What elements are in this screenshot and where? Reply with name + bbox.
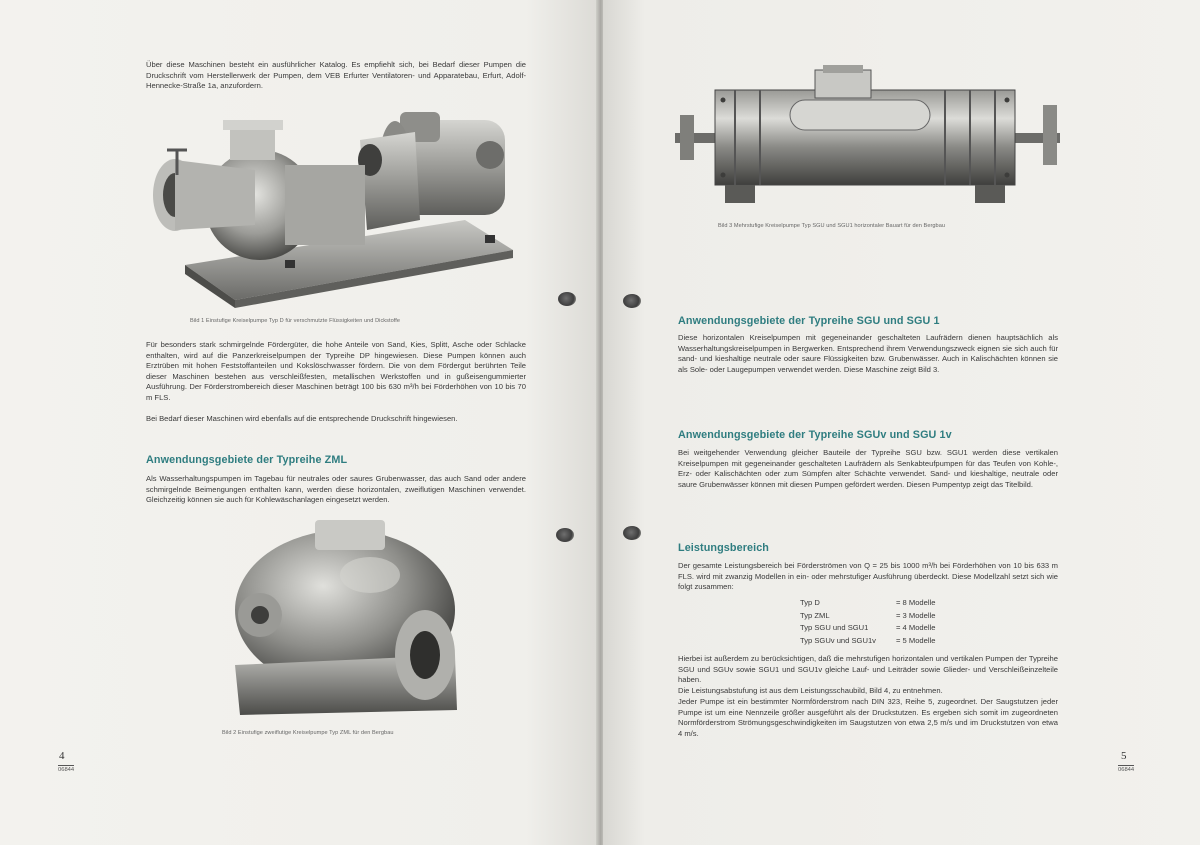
paragraph-final-1: Hierbei ist außerdem zu berücksichtigen, daß die mehrstufigen horizontalen und vertikalen Pumpen der Typreihe SGU und SGUv sowie SGU1 und SGU1v gleiche Lauf- und Leiträder sowie Glieder- und Verschleißeinzelteile haben.	[678, 654, 1058, 685]
intro-paragraph: Über diese Maschinen besteht ein ausführlicher Katalog. Es empfiehlt sich, bei Bedarf dieser Pumpen die Druckschrift vom Herstellerwerk der Pumpen, dem VEB Erfurter Ventilatoren- und Apparatebau, Erfurt, Adolf-Hennecke-Straße 1a, anzufordern.	[146, 60, 526, 91]
heading-sguv: Anwendungsgebiete der Typreihe SGUv und SGU 1v	[678, 429, 952, 441]
paragraph-final-3: Jeder Pumpe ist ein bestimmter Normförderstrom nach DIN 323, Reihe 5, zugeordnet. Der Saugstutzen jeder Pumpe ist um eine Nennzeile größer ausgeführt als der Druckstutzen. Es ergeben sich somit im zugeordneten Normförderstrom Strömungsgeschwindigkeiten im Saugstutzen von etwa 2,5 m/s und im Druckstutzen von etwa 4 m/s.	[678, 697, 1058, 738]
model-count: = 4 Modelle	[896, 623, 936, 633]
model-row	[800, 622, 935, 635]
heading-sgu: Anwendungsgebiete der Typreihe SGU und SGU 1	[678, 315, 940, 327]
page-code-left: 06844	[58, 767, 75, 773]
paragraph-sguv: Bei weitgehender Verwendung gleicher Bauteile der Typreihe SGU bzw. SGU1 werden diese vertikalen Kreiselpumpen mit gegeneinander geschalteten Laufrädern als Senkabteufpumpen für das Teufen von Kohle-, Erz- oder Kalischächten oder zum Sümpfen alter Schächte verwendet. Sand- und kieshaltige, neutrale oder saure Grubenwässer können mit diesen Pumpen gefördert werden. Diesen Pumpentyp zeigt das Titelbild.	[678, 448, 1058, 489]
figure-pump-type-sgu	[675, 65, 1060, 215]
model-count: = 3 Modelle	[896, 610, 936, 620]
paragraph-zml: Als Wasserhaltungspumpen im Tagebau für neutrales oder saures Grubenwasser, das auch Sand oder andere schmirgelnde Beimengungen enthalten kann, werden diese horizontalen, zweiflutigen Maschinen verwendet. Gleichzeitig können sie auch für Kohlewäschanlagen eingesetzt werden.	[146, 474, 526, 505]
model-row	[800, 635, 935, 648]
heading-leistungsbereich: Leistungsbereich	[678, 542, 769, 554]
paragraph-dp: Für besonders stark schmirgelnde Fördergüter, die hohe Anteile von Sand, Kies, Splitt, Asche oder Schlacke enthalten, wird auf die Panzerkreiselpumpen der Typreihe DP hingewiesen. Diese Pumpen können auch Erztrüben mit hohen Feststoffanteilen und Kokslöschwasser fördern. Die von dem Fördergut berührten Teile dieser Maschinen bestehen aus verschleißfesten, metallischen Werkstoffen und in gußeisengummierter Ausführung. Der Förderstrombereich dieser Maschinen beträgt 100 bis 630 m³/h bei Förderhöhen von 10 bis 70 m FLS.	[146, 340, 526, 402]
model-count: = 5 Modelle	[896, 635, 936, 645]
left-page	[0, 0, 598, 845]
model-list	[800, 597, 935, 647]
figure3-caption: Bild 3 Mehrstufige Kreiselpumpe Typ SGU und SGU1 horizontaler Bauart für den Bergbau	[718, 223, 946, 229]
model-type: Typ SGUv und SGU1v	[800, 635, 876, 645]
paragraph-sgu: Diese horizontalen Kreiselpumpen mit gegeneinander geschalteten Laufrädern dienen hauptsächlich als Wasserhaltungskreiselpumpen in Bergwerken. Entsprechend ihrem Verwendungszweck eignen sie sich auch für sand- und kieshaltige neutrale oder saure Flüssigkeiten bzw. Grubenwässer. Auch in Kalischächten können sie als Sole- oder Laugepumpen verwendet werden. Diese Maschine zeigt Bild 3.	[678, 333, 1058, 374]
model-type: Typ ZML	[800, 610, 830, 620]
binder-hole	[623, 294, 641, 308]
paragraph-druckschrift: Bei Bedarf dieser Maschinen wird ebenfalls auf die entsprechende Druckschrift hingewiesen.	[146, 414, 458, 423]
heading-zml: Anwendungsgebiete der Typreihe ZML	[146, 454, 348, 466]
figure-pump-type-d	[145, 100, 525, 310]
model-type: Typ D	[800, 598, 820, 607]
model-count: = 8 Modelle	[896, 598, 936, 607]
binder-hole	[558, 292, 576, 306]
paragraph-final-2: Die Leistungsabstufung ist aus dem Leistungsschaubild, Bild 4, zu entnehmen.	[678, 686, 943, 695]
paragraph-leistungsbereich: Der gesamte Leistungsbereich bei Förderströmen von Q = 25 bis 1000 m³/h bei Förderhöhen von 10 bis 633 m FLS. wird mit zwanzig Modellen in ein- oder mehrstufiger Ausführung überdeckt. Diese Modellzahl setzt sich wie folgt zusammen:	[678, 561, 1058, 592]
binder-hole	[623, 526, 641, 540]
binder-hole	[556, 528, 574, 542]
model-row	[800, 597, 935, 610]
model-type: Typ SGU und SGU1	[800, 623, 869, 633]
right-page	[603, 0, 1200, 845]
page-code-right: 06844	[1118, 767, 1135, 773]
figure-pump-type-zml	[225, 515, 465, 723]
page-number-left: 4	[59, 750, 65, 762]
model-row	[800, 610, 935, 623]
figure1-caption: Bild 1 Einstufige Kreiselpumpe Typ D für verschmutzte Flüssigkeiten und Dickstoffe	[190, 318, 401, 324]
page-number-right: 5	[1121, 750, 1127, 762]
figure2-caption: Bild 2 Einstufige zweiflutige Kreiselpumpe Typ ZML für den Bergbau	[222, 730, 394, 736]
